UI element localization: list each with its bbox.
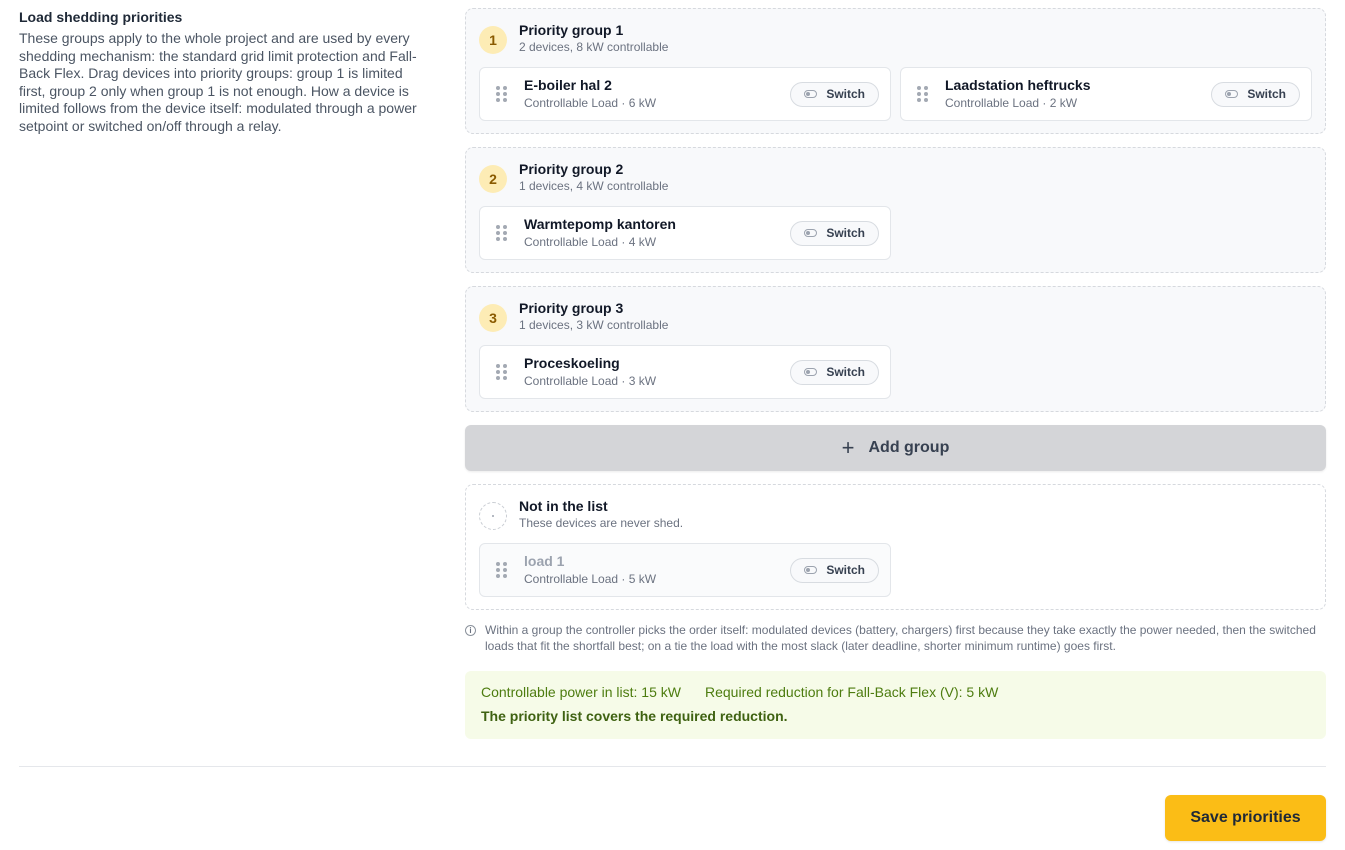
toggle-icon bbox=[804, 90, 817, 98]
info-icon: i bbox=[465, 625, 476, 636]
drag-handle-icon[interactable] bbox=[496, 364, 508, 380]
coverage-status: The priority list covers the required reduction. bbox=[481, 708, 788, 724]
controllable-power: Controllable power in list: 15 kW bbox=[481, 684, 681, 700]
switch-mode-label: Switch bbox=[826, 563, 865, 577]
group-summary: 1 devices, 3 kW controllable bbox=[519, 318, 669, 332]
ordering-note bbox=[465, 623, 1326, 654]
device-details: Controllable Load · 3 kW bbox=[524, 374, 657, 388]
device-details: Controllable Load · 4 kW bbox=[524, 235, 657, 249]
group-header bbox=[479, 498, 1312, 532]
toggle-icon bbox=[804, 368, 817, 376]
intro-panel bbox=[19, 9, 429, 135]
coverage-summary bbox=[465, 671, 1326, 739]
switch-mode-label: Switch bbox=[826, 87, 865, 101]
switch-mode-label: Switch bbox=[826, 365, 865, 379]
group-summary: 2 devices, 8 kW controllable bbox=[519, 40, 669, 54]
switch-mode-button[interactable] bbox=[1211, 82, 1300, 107]
switch-mode-label: Switch bbox=[1247, 87, 1286, 101]
drag-handle-icon[interactable] bbox=[917, 86, 929, 102]
ordering-note-text: Within a group the controller picks the order itself: modulated devices (battery, chargers) first because they take exactly the power needed, then the switched loads that fit the shortfall best; on a tie the load with the most slack (later deadline, shorter minimum runtime) goes first. bbox=[485, 623, 1316, 653]
device-card[interactable] bbox=[479, 543, 891, 597]
empty-group-icon bbox=[479, 502, 507, 530]
group-summary: These devices are never shed. bbox=[519, 516, 684, 530]
switch-mode-button[interactable] bbox=[790, 558, 879, 583]
device-details: Controllable Load · 6 kW bbox=[524, 96, 657, 110]
device-name: Proceskoeling bbox=[524, 355, 620, 371]
switch-mode-button[interactable] bbox=[790, 82, 879, 107]
divider bbox=[19, 766, 1326, 767]
device-card[interactable] bbox=[479, 67, 891, 121]
group-header bbox=[479, 22, 1312, 56]
group-number-badge: 2 bbox=[479, 165, 507, 193]
plus-icon: + bbox=[841, 435, 855, 460]
group-title: Not in the list bbox=[519, 498, 608, 514]
group-title: Priority group 1 bbox=[519, 22, 624, 38]
device-name: Warmtepomp kantoren bbox=[524, 216, 676, 232]
section-description: These groups apply to the whole project and are used by every shedding mechanism: the standard grid limit protection and Fall-Back Flex. Drag devices into priority groups: group 1 is limited first, group 2 only when group 1 is not enough. How a device is limited follows from the device itself: modulated through a power setpoint or switched on/off through a relay. bbox=[19, 30, 417, 134]
drag-handle-icon[interactable] bbox=[496, 86, 508, 102]
priority-group-3[interactable] bbox=[465, 286, 1326, 412]
section-title: Load shedding priorities bbox=[19, 9, 183, 25]
group-summary: 1 devices, 4 kW controllable bbox=[519, 179, 669, 193]
switch-mode-button[interactable] bbox=[790, 221, 879, 246]
priority-group-2[interactable] bbox=[465, 147, 1326, 273]
unlisted-group[interactable] bbox=[465, 484, 1326, 610]
device-details: Controllable Load · 2 kW bbox=[945, 96, 1078, 110]
save-priorities-button[interactable]: Save priorities bbox=[1165, 795, 1326, 841]
toggle-icon bbox=[804, 566, 817, 574]
drag-handle-icon[interactable] bbox=[496, 225, 508, 241]
priority-group-1[interactable] bbox=[465, 8, 1326, 134]
group-title: Priority group 2 bbox=[519, 161, 624, 177]
group-number-badge: 3 bbox=[479, 304, 507, 332]
toggle-icon bbox=[1225, 90, 1238, 98]
drag-handle-icon[interactable] bbox=[496, 562, 508, 578]
group-header bbox=[479, 161, 1312, 195]
add-group-label: Add group bbox=[868, 439, 950, 456]
toggle-icon bbox=[804, 229, 817, 237]
priority-groups-panel bbox=[465, 8, 1326, 739]
group-title: Priority group 3 bbox=[519, 300, 624, 316]
device-card[interactable] bbox=[479, 345, 891, 399]
switch-mode-button[interactable] bbox=[790, 360, 879, 385]
device-name: Laadstation heftrucks bbox=[945, 77, 1091, 93]
required-reduction: Required reduction for Fall-Back Flex (V): 5 kW bbox=[704, 684, 999, 700]
group-header bbox=[479, 300, 1312, 334]
device-details: Controllable Load · 5 kW bbox=[524, 572, 657, 586]
device-card[interactable] bbox=[900, 67, 1312, 121]
switch-mode-label: Switch bbox=[826, 226, 865, 240]
group-number-badge: 1 bbox=[479, 26, 507, 54]
add-group-button[interactable] bbox=[465, 425, 1326, 471]
device-card[interactable] bbox=[479, 206, 891, 260]
device-name: load 1 bbox=[524, 553, 565, 569]
device-name: E-boiler hal 2 bbox=[524, 77, 612, 93]
